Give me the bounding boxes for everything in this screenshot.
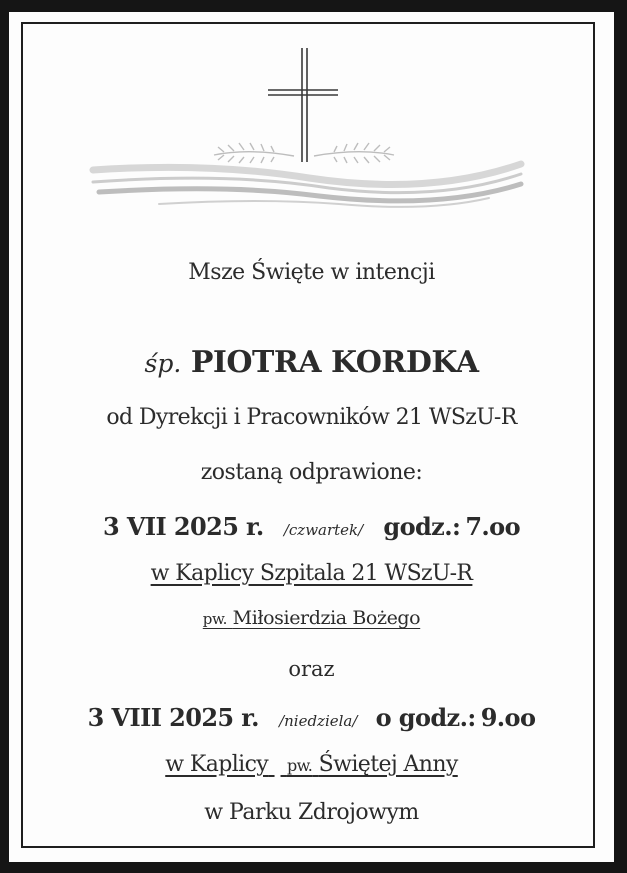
connector-text: oraz	[288, 657, 335, 681]
mass2-time-label: o godz.:	[375, 703, 476, 732]
cross-icon	[268, 48, 338, 162]
mass2-place-line	[9, 754, 614, 776]
wave-decoration	[93, 164, 521, 207]
mass2-patron: Świętej Anny	[318, 752, 458, 777]
mass1-patron-prefix: pw.	[202, 610, 228, 628]
deceased-line	[9, 345, 614, 380]
from-line: od Dyrekcji i Pracowników 21 WSzU-R	[106, 405, 517, 430]
intro-text: Msze Święte w intencji	[188, 260, 435, 285]
mass2-place: w Kaplicy	[165, 752, 269, 777]
mass2-patron-prefix: pw.	[286, 756, 313, 775]
mass1-datetime	[9, 512, 614, 541]
mass1-time-label: godz.:	[383, 512, 461, 541]
mass1-patron-line	[9, 609, 614, 628]
mass2-time: 9.oo	[480, 703, 536, 732]
mass1-date: 3 VII 2025 r.	[103, 512, 264, 541]
leaf-sprig-icon	[214, 143, 394, 163]
mass2-date: 3 VIII 2025 r.	[87, 703, 259, 732]
mass2-location: w Parku Zdrojowym	[204, 800, 419, 825]
announce-text: zostaną odprawione:	[200, 460, 423, 485]
deceased-name: PIOTRA KORDKA	[190, 345, 479, 380]
deceased-prefix: śp.	[144, 349, 182, 378]
mass2-datetime	[9, 703, 614, 732]
mass1-patron: Miłosierdzia Bożego	[232, 607, 421, 629]
cross-emblem	[9, 12, 614, 222]
mass1-place: w Kaplicy Szpitala 21 WSzU-R	[150, 561, 473, 586]
mass1-day: /czwartek/	[283, 521, 364, 539]
mass1-time: 7.oo	[465, 512, 520, 541]
obituary-sheet	[9, 12, 614, 862]
mass2-day: /niedziela/	[279, 712, 358, 730]
